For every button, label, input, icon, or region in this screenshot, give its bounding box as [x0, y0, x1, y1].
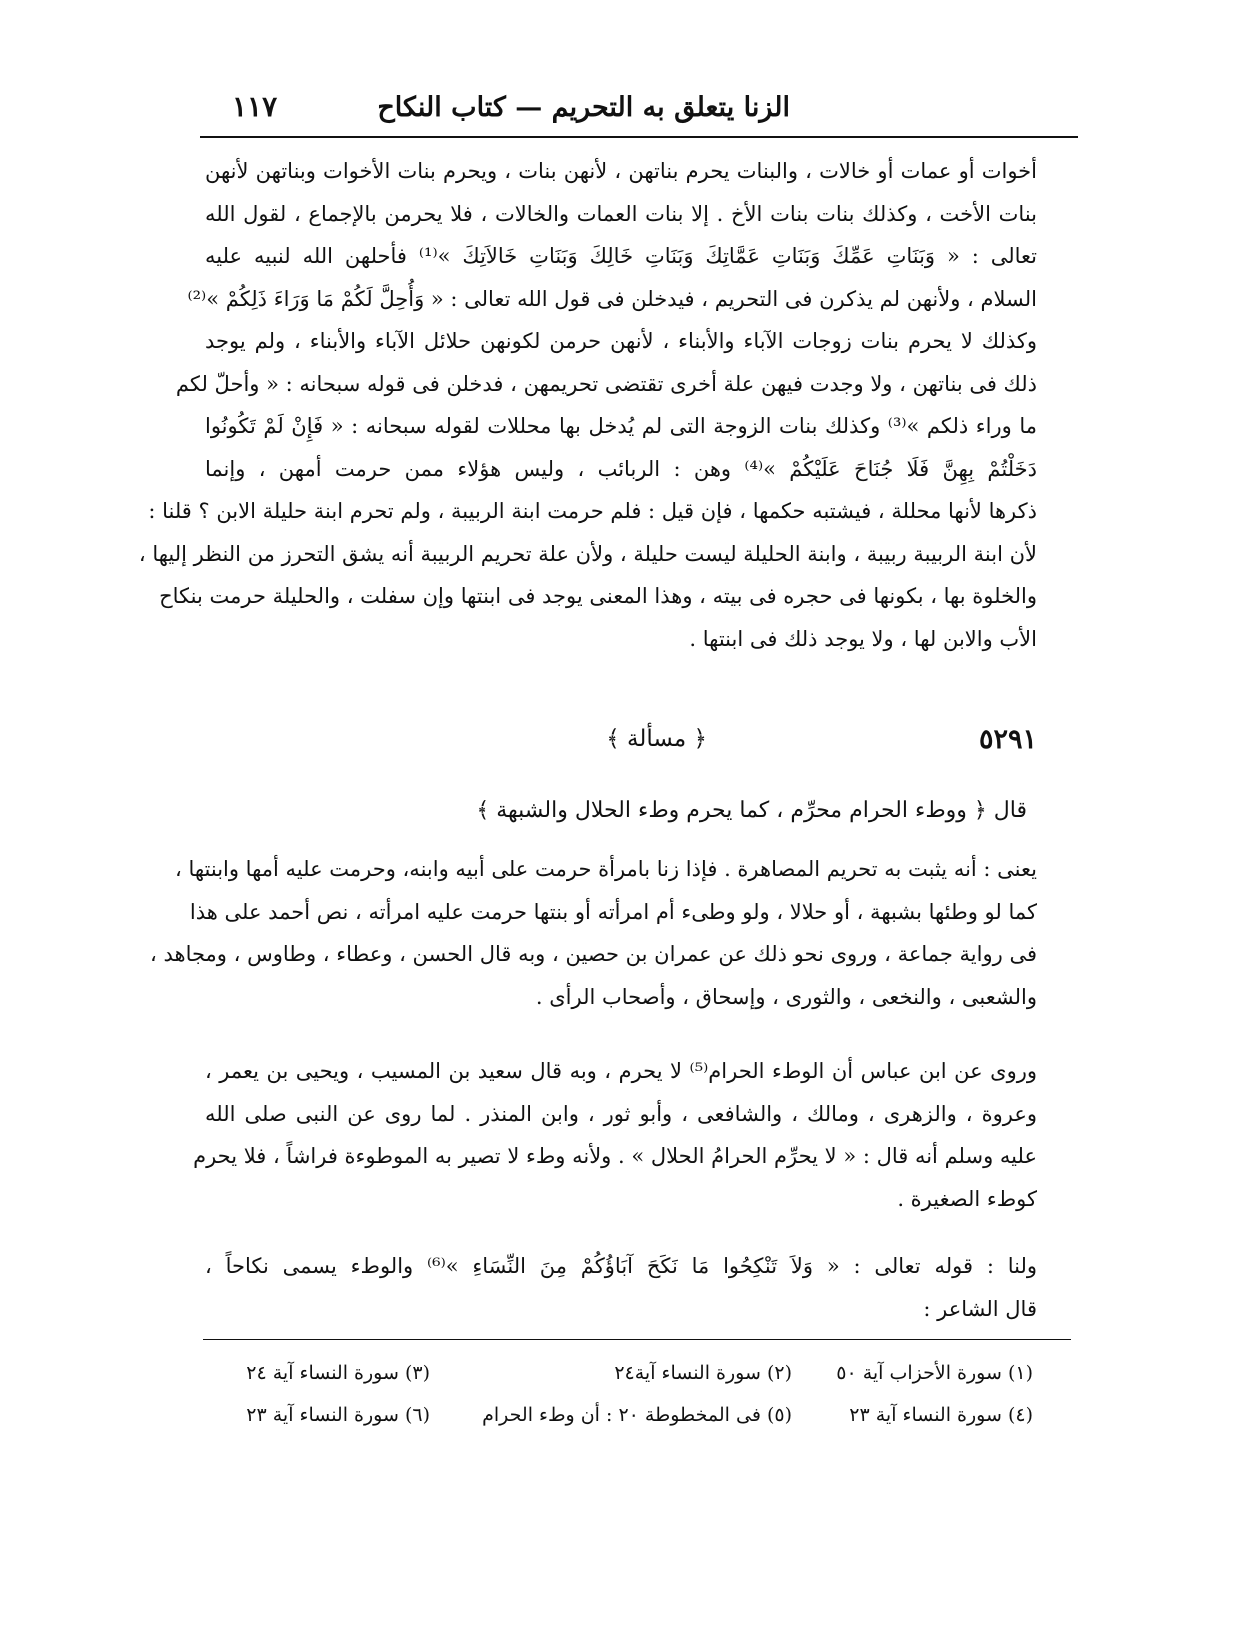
text-line: فى رواية جماعة ، وروى نحو ذلك عن عمران بن حصين ، وبه قال الحسن ، وعطاء ، وطاوس ، ومجاهد ،: [150, 942, 1037, 966]
text-line: ولنا : قوله تعالى : « وَلاَ تَنْكِحُوا مَا نَكَحَ آبَاؤُكُمْ مِنَ النِّسَاءِ »⁽⁶⁾ والوطء يسمى نكاحاً ،: [205, 1254, 1037, 1278]
text-line: تعالى : « وَبَنَاتِ عَمِّكَ وَبَنَاتِ عَمَّاتِكَ وَبَنَاتِ خَالِكَ وَبَنَاتِ خَالاَتِكَ »⁽¹⁾ فأحلهن الله لنبيه عليه: [205, 244, 1037, 268]
text-line: والشعبى ، والنخعى ، والثورى ، وإسحاق ، وأصحاب الرأى .: [535, 984, 1037, 1009]
footnote-rule: [203, 1339, 1071, 1340]
text-line: الأب والابن لها ، ولا يوجد ذلك فى ابنتها .: [689, 626, 1037, 651]
footnote-3: (٣) سورة النساء آية ٢٤: [246, 1362, 430, 1384]
footnote-1: (١) سورة الأحزاب آية ٥٠: [836, 1362, 1033, 1384]
footnote-2: (٢) سورة النساء آية٢٤: [614, 1362, 792, 1384]
paragraph-4: [205, 1245, 1037, 1330]
text-line: يعنى : أنه يثبت به تحريم المصاهرة . فإذا زنا بامرأة حرمت على أبيه وابنه، وحرمت عليه أمها وابنتها ،: [174, 857, 1037, 881]
header-rule: [200, 136, 1078, 138]
footnote-6: (٦) سورة النساء آية ٢٣: [246, 1404, 430, 1426]
text-line: ذكرها لأنها محللة ، فيشتبه حكمها ، فإن قيل : فلم حرمت ابنة الربيبة ، ولم تحرم ابنة حليلة الابن ؟ قلنا :: [148, 499, 1037, 523]
text-line: والخلوة بها ، بكونها فى حجره فى بيته ، وهذا المعنى يوجد فى ابنتها وإن سفلت ، والحليلة حرمت بنكاح: [159, 584, 1037, 608]
text-line: وكذلك لا يحرم بنات زوجات الآباء والأبناء ، لأنهن حرمن لكونهن حلائل الآباء والأبناء ، ولم يوجد: [205, 329, 1037, 353]
masala-number: ٥٢٩١: [978, 724, 1037, 755]
text-line: لأن ابنة الربيبة ربيبة ، وابنة الحليلة ليست حليلة ، ولأن علة تحريم الربيبة أنه يشق التحرز من النظر إليها ،: [138, 541, 1037, 566]
text-line: أخوات أو عمات أو خالات ، والبنات يحرم بناتهن ، لأنهن بنات ، ويحرم بنات الأخوات وبناتهن لأنهن: [205, 159, 1037, 183]
text-line: كوطء الصغيرة .: [897, 1186, 1037, 1211]
text-line: بنات الأخت ، وكذلك بنات بنات الأخ . إلا بنات العمات والخالات ، فلا يحرمن بالإجماع ، لقول الله: [205, 201, 1037, 226]
text-line: السلام ، ولأنهن لم يذكرن فى التحريم ، فيدخلن فى قول الله تعالى : « وَأُحِلَّ لَكُمْ مَا وَرَاءَ ذَلِكُمْ »⁽²⁾: [187, 286, 1037, 311]
matn-statement: قال ﴿ ووطء الحرام محرِّم ، كما يحرم وطء الحلال والشبهة ﴾: [476, 798, 1027, 823]
text-line: قال الشاعر :: [923, 1296, 1037, 1321]
paragraph-1: [138, 150, 1037, 660]
text-line: وعروة ، والزهرى ، ومالك ، والشافعى ، وأبو ثور ، وابن المنذر . لما روى عن النبى صلى الله: [205, 1101, 1037, 1126]
paragraph-3: [193, 1050, 1038, 1220]
footnote-4: (٤) سورة النساء آية ٢٣: [849, 1404, 1033, 1426]
footnote-5: (٥) فى المخطوطة ٢٠ : أن وطء الحرام: [482, 1404, 792, 1426]
text-line: ما وراء ذلكم »⁽³⁾ وكذلك بنات الزوجة التى لم يُدخل بها محللات لقوله سبحانه : « فَإِنْ لَمْ تَكُونُوا: [205, 414, 1037, 438]
masala-heading: [205, 724, 1037, 764]
page-number: ١١٧: [232, 90, 278, 123]
text-line: ذلك فى بناتهن ، ولا وجدت فيهن علة أخرى تقتضى تحريمهن ، فدخلن فى قوله سبحانه : « وأحلّ لكم: [175, 371, 1037, 396]
masala-label: ﴿ مسألة ﴾: [606, 726, 707, 752]
text-line: كما لو وطئها بشبهة ، أو حلالا ، ولو وطىء أم امرأته أو بنتها حرمت عليه امرأته ، نص أحمد على هذا: [189, 899, 1037, 924]
text-line: وروى عن ابن عباس أن الوطء الحرام⁽⁵⁾ لا يحرم ، وبه قال سعيد بن المسيب ، ويحيى بن يعمر ،: [205, 1059, 1038, 1083]
text-line: دَخَلْتُمْ بِهِنَّ فَلَا جُنَاحَ عَلَيْكُمْ »⁽⁴⁾ وهن : الربائب ، وليس هؤلاء ممن حرمت أمهن ، وإنما: [205, 456, 1037, 481]
running-header-title: الزنا يتعلق به التحريم — كتاب النكاح: [377, 92, 790, 123]
text-line: عليه وسلم أنه قال : « لا يحرِّم الحرامُ الحلال » . ولأنه وطء لا تصير به الموطوءة فراشاً ، فلا يحرم: [193, 1144, 1037, 1168]
paragraph-2: [150, 848, 1037, 1018]
